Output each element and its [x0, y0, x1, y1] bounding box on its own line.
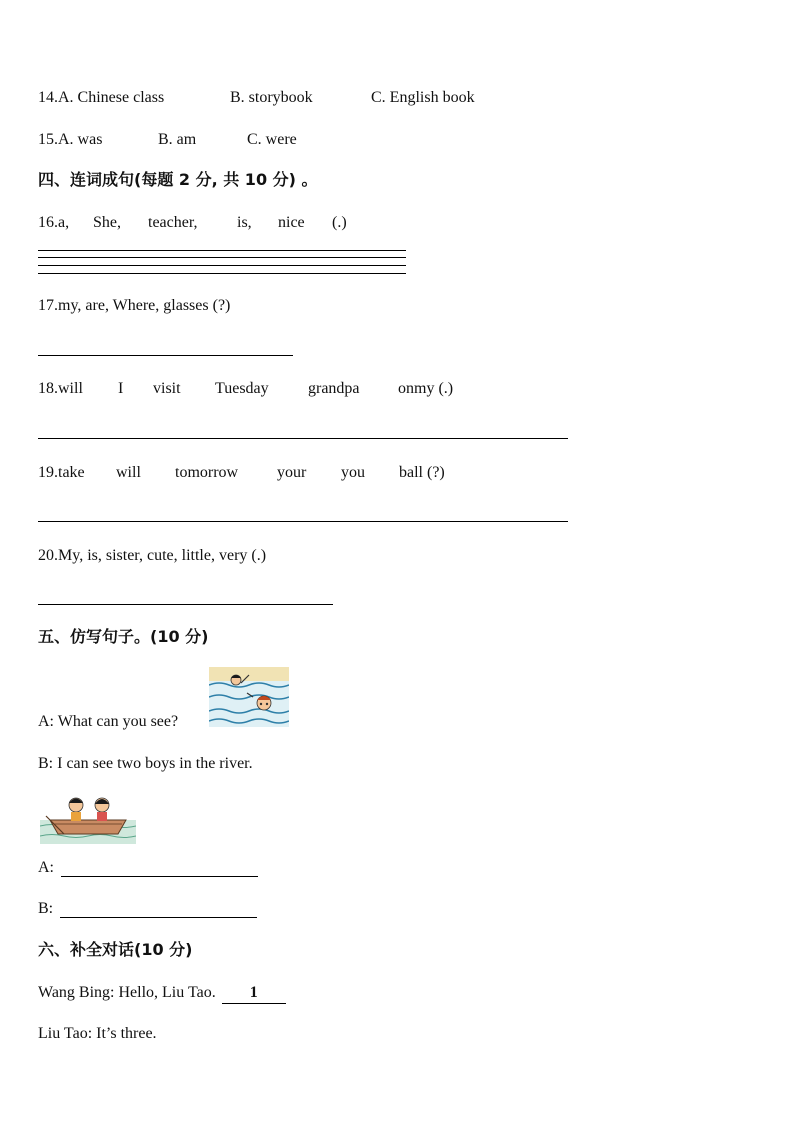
answer-line[interactable]	[61, 876, 258, 877]
answer-line[interactable]	[38, 273, 406, 274]
word: is,	[237, 214, 252, 231]
word: Tuesday	[215, 380, 269, 397]
answer-line[interactable]	[38, 604, 333, 605]
question-number: 14.	[38, 89, 58, 106]
kids-in-boat-picture	[40, 794, 136, 844]
question-text: My, is, sister, cute, little, very (.)	[58, 547, 267, 564]
answer-line[interactable]	[38, 265, 406, 266]
option-b: B. am	[158, 131, 197, 148]
question-number: 17.	[38, 297, 58, 314]
section-5-title: 五、仿写句子。(10 分)	[38, 627, 209, 646]
answer-line[interactable]	[38, 250, 406, 251]
word: She,	[93, 214, 121, 231]
word: onmy (.)	[398, 380, 454, 397]
example-answer: B: I can see two boys in the river.	[38, 755, 253, 772]
swimming-boys-picture	[209, 667, 289, 727]
question-text: my, are, Where, glasses (?)	[58, 297, 231, 314]
label-a: A:	[38, 859, 54, 876]
word: nice	[278, 214, 305, 231]
practice-question	[38, 858, 54, 878]
word: you	[341, 464, 365, 481]
practice-answer	[38, 899, 53, 919]
option-a: A. was	[58, 131, 103, 148]
option-a: A. Chinese class	[58, 89, 165, 106]
word: your	[277, 464, 307, 481]
label-b: B:	[38, 900, 54, 917]
question-18	[38, 379, 453, 399]
word: grandpa	[308, 380, 360, 397]
answer-line[interactable]	[38, 438, 568, 439]
option-c: C. English book	[371, 89, 475, 106]
example-question: A: What can you see?	[38, 713, 179, 730]
dialog-line-1	[38, 983, 286, 1004]
answer-line[interactable]	[38, 355, 293, 356]
word: will	[116, 464, 141, 481]
question-20	[38, 546, 266, 566]
word: teacher,	[148, 214, 198, 231]
question-15	[38, 130, 102, 150]
question-number: 19.	[38, 464, 58, 481]
section-6-title	[38, 940, 192, 960]
question-number: 18.	[38, 380, 58, 397]
option-b: B. storybook	[230, 89, 313, 106]
word: I	[118, 380, 124, 397]
word: tomorrow	[175, 464, 239, 481]
word: visit	[153, 380, 181, 397]
answer-line[interactable]	[38, 257, 406, 258]
word: will	[58, 380, 83, 397]
answer-line[interactable]	[38, 521, 568, 522]
question-number: 16.	[38, 214, 58, 231]
section-4-title: 四、连词成句(每题 2 分, 共 10 分) 。	[38, 170, 318, 189]
question-number: 15.	[38, 131, 58, 148]
word: a,	[58, 214, 70, 231]
word: take	[58, 464, 85, 481]
question-16	[38, 213, 347, 233]
dialog-line-2: Liu Tao: It’s three.	[38, 1025, 157, 1042]
speaker-line: Wang Bing: Hello, Liu Tao.	[38, 984, 216, 1001]
question-17	[38, 296, 230, 316]
question-number: 20.	[38, 547, 58, 564]
word: ball (?)	[399, 464, 445, 481]
option-c: C. were	[247, 131, 297, 148]
question-14	[38, 88, 164, 108]
word: (.)	[332, 214, 347, 231]
section-title-text: 六、补全对话(10 分)	[38, 940, 193, 959]
blank-1[interactable]: 1	[222, 983, 286, 1004]
answer-line[interactable]	[60, 917, 257, 918]
question-19	[38, 463, 445, 483]
